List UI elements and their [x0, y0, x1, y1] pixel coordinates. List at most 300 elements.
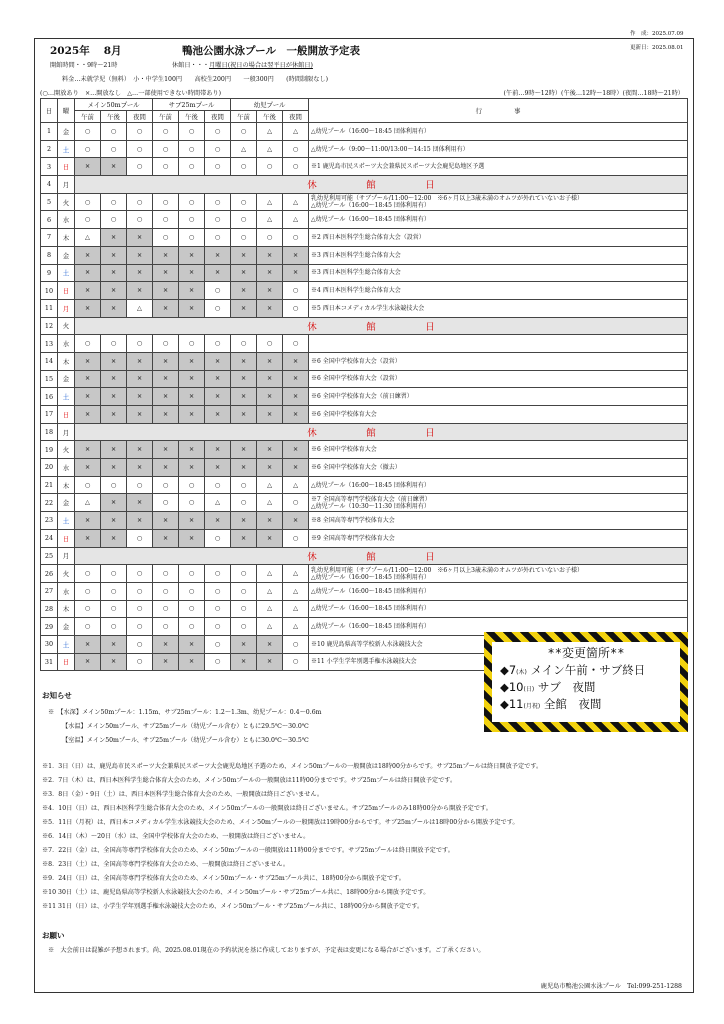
availability-cell: ○: [205, 565, 231, 583]
availability-cell: ○: [153, 123, 179, 141]
availability-cell: △: [257, 565, 283, 583]
availability-cell: ○: [179, 211, 205, 229]
availability-cell: ×: [231, 529, 257, 547]
availability-cell: △: [127, 299, 153, 317]
availability-cell: ×: [153, 635, 179, 653]
availability-cell: ×: [127, 441, 153, 459]
availability-cell: ×: [231, 406, 257, 424]
row-date: 13: [41, 335, 58, 353]
availability-cell: ○: [205, 653, 231, 671]
closed-day-row: 休 館 日: [75, 176, 688, 194]
header-pm: 午後: [257, 111, 283, 123]
row-date: 25: [41, 547, 58, 565]
closed-day-row: 休 館 日: [75, 547, 688, 565]
notice-room-temp: 【室温】メイン50mプール、サブ25mプール（幼児プール含む）ともに30.0℃～30.5℃: [62, 737, 309, 744]
row-dow: 金: [58, 494, 75, 512]
table-row: [41, 459, 688, 477]
availability-cell: ×: [231, 635, 257, 653]
availability-cell: ○: [153, 193, 179, 211]
table-row: [41, 299, 688, 317]
availability-cell: △: [283, 600, 309, 618]
row-dow: 土: [58, 388, 75, 406]
row-date: 23: [41, 512, 58, 530]
availability-cell: ×: [257, 264, 283, 282]
availability-cell: ×: [153, 653, 179, 671]
note-11: ※11 31日（日）は、小学生学年別選手権水泳競技大会のため、メイン50mプール・サブ25mプール共に、18時00分から開放予定です。: [42, 903, 424, 910]
row-dow: 日: [58, 529, 75, 547]
header-am: 午前: [153, 111, 179, 123]
row-date: 12: [41, 317, 58, 335]
availability-cell: ○: [257, 158, 283, 176]
header-am: 午前: [231, 111, 257, 123]
availability-cell: ×: [75, 388, 101, 406]
event-line: ※8 全国高等専門学校体育大会: [311, 516, 395, 524]
notice-heading: お知らせ: [42, 691, 72, 700]
change-dow: (日): [523, 686, 535, 693]
change-dow: (木): [516, 669, 527, 676]
availability-cell: ×: [127, 406, 153, 424]
availability-cell: ○: [101, 582, 127, 600]
event-line: △幼児プール（16:00～18:45 団体利用有）: [311, 623, 430, 631]
table-row: [41, 406, 688, 424]
availability-cell: ×: [101, 370, 127, 388]
table-row: [41, 140, 688, 158]
row-dow: 木: [58, 229, 75, 247]
availability-cell: ○: [101, 565, 127, 583]
availability-cell: ○: [205, 582, 231, 600]
availability-cell: ×: [127, 282, 153, 300]
availability-cell: ○: [231, 123, 257, 141]
row-date: 24: [41, 529, 58, 547]
event-line: ※6 全国中学校体育大会: [311, 446, 377, 454]
change-day: ◆10: [500, 680, 524, 694]
row-event: [309, 600, 688, 618]
availability-cell: ○: [179, 565, 205, 583]
availability-cell: ×: [179, 635, 205, 653]
availability-cell: ×: [205, 406, 231, 424]
availability-cell: ○: [153, 140, 179, 158]
row-dow: 金: [58, 370, 75, 388]
row-date: 6: [41, 211, 58, 229]
availability-cell: △: [283, 618, 309, 636]
availability-cell: ○: [101, 335, 127, 353]
row-event: [309, 582, 688, 600]
change-text: サブ 夜間: [534, 680, 596, 694]
availability-cell: ×: [153, 529, 179, 547]
event-line: ※1 鹿児島市民スポーツ大会兼県民スポーツ大会鹿児島地区予選: [311, 163, 485, 171]
row-date: 20: [41, 459, 58, 477]
availability-cell: ×: [101, 158, 127, 176]
note-10: ※10 30日（土）は、鹿児島県高等学校新人水泳競技大会のため、メイン50mプール・サブ25mプール共に、18時00分から開放予定です。: [42, 889, 430, 896]
availability-cell: ○: [205, 158, 231, 176]
availability-cell: ○: [205, 529, 231, 547]
row-dow: 金: [58, 246, 75, 264]
row-date: 9: [41, 264, 58, 282]
row-dow: 土: [58, 512, 75, 530]
availability-cell: ○: [205, 600, 231, 618]
table-row: [41, 529, 688, 547]
availability-cell: ○: [127, 653, 153, 671]
availability-cell: ×: [283, 370, 309, 388]
availability-cell: ×: [257, 352, 283, 370]
row-dow: 水: [58, 211, 75, 229]
availability-cell: ×: [257, 459, 283, 477]
availability-cell: ×: [127, 388, 153, 406]
availability-cell: ×: [153, 264, 179, 282]
table-row: [41, 264, 688, 282]
availability-cell: ×: [75, 370, 101, 388]
availability-cell: ×: [257, 299, 283, 317]
row-dow: 金: [58, 123, 75, 141]
availability-cell: ×: [75, 158, 101, 176]
row-event: [309, 246, 688, 264]
table-row: [41, 123, 688, 141]
note-2: ※2．7日（木）は、西日本医科学生総合体育大会のため、メイン50mプールの一般開放は11時00分までです。サブ25mプールは終日開放予定です。: [42, 777, 457, 784]
availability-cell: ○: [75, 600, 101, 618]
note-1: ※1．3日（日）は、鹿児島市民スポーツ大会兼県民スポーツ大会鹿児島地区予選のため、メイン50mプールの一般開放は18時00分からです。サブ25mプールは終日開放予定です。: [42, 763, 543, 770]
event-line: ※6 全国中学校体育大会: [311, 410, 377, 418]
row-event: [309, 140, 688, 158]
availability-cell: ×: [205, 459, 231, 477]
event-line: △幼児プール（9:00～11:00/13:00～14:15 団体利用有）: [311, 145, 469, 153]
availability-cell: ○: [127, 635, 153, 653]
availability-cell: ×: [179, 512, 205, 530]
availability-cell: ○: [179, 494, 205, 512]
availability-cell: ×: [153, 352, 179, 370]
row-dow: 火: [58, 317, 75, 335]
row-dow: 月: [58, 299, 75, 317]
availability-cell: ×: [205, 441, 231, 459]
availability-cell: ×: [257, 635, 283, 653]
availability-cell: ×: [153, 370, 179, 388]
table-row: [41, 476, 688, 494]
availability-cell: ○: [127, 123, 153, 141]
availability-cell: ×: [231, 441, 257, 459]
header-night: 夜間: [283, 111, 309, 123]
availability-cell: ○: [283, 282, 309, 300]
row-date: 27: [41, 582, 58, 600]
availability-cell: ×: [75, 299, 101, 317]
row-event: [309, 282, 688, 300]
availability-cell: ×: [153, 246, 179, 264]
availability-cell: ×: [179, 352, 205, 370]
row-date: 15: [41, 370, 58, 388]
availability-cell: ×: [101, 388, 127, 406]
availability-cell: ×: [231, 352, 257, 370]
availability-cell: ○: [153, 618, 179, 636]
availability-cell: ○: [283, 158, 309, 176]
event-line: △幼児プール（16:00～18:45 団体利用有）: [311, 587, 430, 595]
availability-cell: △: [283, 193, 309, 211]
request-text: ※ 大会前日は混雑が予想されます。尚、2025.08.01現在の予約状況を基に作成しておりますが、予定表は変更になる場合がございます。ご了承ください。: [48, 947, 485, 954]
change-day: ◆11: [500, 697, 524, 711]
row-event: [309, 565, 688, 583]
row-date: 1: [41, 123, 58, 141]
row-event: [309, 459, 688, 477]
availability-cell: ×: [179, 370, 205, 388]
closed-prefix: 休館日・・・: [172, 62, 210, 69]
availability-cell: ×: [75, 352, 101, 370]
created-date: 作 成：2025.07.09: [630, 31, 684, 37]
row-event: [309, 406, 688, 424]
table-row: [41, 600, 688, 618]
availability-cell: △: [257, 140, 283, 158]
event-line: ※5 西日本コメディカル学生水泳競技大会: [311, 304, 425, 312]
table-row: [41, 512, 688, 530]
availability-cell: ○: [231, 335, 257, 353]
table-row: [41, 211, 688, 229]
availability-cell: ○: [179, 335, 205, 353]
event-line: 乳幼児利用可能（サブプール/11:00～12:00 ※6ヶ月以上3歳未満のオムツが外れていないお子様）: [311, 195, 583, 203]
row-dow: 日: [58, 406, 75, 424]
availability-cell: △: [231, 140, 257, 158]
availability-cell: ×: [231, 370, 257, 388]
row-date: 16: [41, 388, 58, 406]
availability-cell: ×: [153, 512, 179, 530]
change-dow: (月祝): [523, 703, 541, 710]
availability-cell: ○: [101, 123, 127, 141]
change-item: [500, 663, 672, 680]
table-row: [41, 246, 688, 264]
table-row: [41, 370, 688, 388]
availability-cell: ○: [179, 618, 205, 636]
availability-cell: ○: [153, 600, 179, 618]
availability-cell: ×: [179, 441, 205, 459]
table-row: [41, 388, 688, 406]
availability-cell: ×: [179, 246, 205, 264]
availability-cell: ×: [75, 264, 101, 282]
table-row: [41, 582, 688, 600]
availability-cell: ×: [127, 370, 153, 388]
availability-cell: ×: [127, 459, 153, 477]
updated-date: 更新日：2025.08.01: [630, 45, 684, 51]
row-event: [309, 370, 688, 388]
availability-cell: ×: [153, 388, 179, 406]
availability-cell: ×: [231, 246, 257, 264]
availability-cell: ○: [205, 299, 231, 317]
availability-cell: ×: [75, 635, 101, 653]
availability-cell: ○: [283, 299, 309, 317]
event-line: ※6 全国中学校体育大会（撤去）: [311, 463, 401, 471]
availability-cell: ×: [231, 653, 257, 671]
availability-cell: ×: [153, 282, 179, 300]
availability-cell: ○: [101, 618, 127, 636]
availability-cell: ×: [179, 653, 205, 671]
availability-cell: ○: [231, 211, 257, 229]
row-date: 14: [41, 352, 58, 370]
header-pm: 午後: [179, 111, 205, 123]
availability-cell: ×: [101, 264, 127, 282]
availability-cell: △: [257, 211, 283, 229]
availability-cell: ×: [127, 494, 153, 512]
availability-cell: ○: [75, 211, 101, 229]
row-event: [309, 264, 688, 282]
availability-cell: △: [257, 123, 283, 141]
header-night: 夜間: [205, 111, 231, 123]
row-dow: 土: [58, 635, 75, 653]
availability-cell: △: [257, 476, 283, 494]
availability-cell: ○: [231, 476, 257, 494]
availability-cell: ×: [231, 299, 257, 317]
schedule-table: [40, 98, 688, 671]
row-dow: 火: [58, 441, 75, 459]
availability-cell: ×: [127, 264, 153, 282]
row-dow: 金: [58, 618, 75, 636]
availability-cell: ×: [101, 246, 127, 264]
availability-cell: ○: [101, 140, 127, 158]
availability-cell: ×: [283, 246, 309, 264]
availability-cell: ×: [101, 352, 127, 370]
closed-day-row: 休 館 日: [75, 317, 688, 335]
availability-cell: ○: [283, 635, 309, 653]
header-dow: 曜: [58, 99, 75, 123]
row-event: [309, 211, 688, 229]
availability-cell: ○: [179, 229, 205, 247]
availability-cell: ×: [205, 370, 231, 388]
availability-cell: △: [205, 494, 231, 512]
availability-cell: ×: [179, 529, 205, 547]
footer-contact: 鹿児島市鴨池公園水泳プール Tel:099-251-1288: [540, 983, 682, 990]
row-dow: 火: [58, 565, 75, 583]
row-date: 2: [41, 140, 58, 158]
row-date: 3: [41, 158, 58, 176]
closed-day-text: 月曜日: [209, 62, 228, 69]
row-date: 19: [41, 441, 58, 459]
opening-hours: 開館時間・・9時～21時: [50, 62, 118, 69]
availability-cell: △: [283, 476, 309, 494]
availability-cell: ×: [101, 459, 127, 477]
row-dow: 月: [58, 176, 75, 194]
row-dow: 木: [58, 352, 75, 370]
table-row: [41, 547, 688, 565]
availability-cell: ×: [75, 653, 101, 671]
note-3: ※3．8日（金）・9日（土）は、西日本医科学生総合体育大会のため、一般開放は終日ございません。: [42, 791, 324, 798]
availability-cell: ○: [153, 335, 179, 353]
row-dow: 土: [58, 264, 75, 282]
availability-cell: ×: [257, 388, 283, 406]
availability-cell: ×: [257, 653, 283, 671]
availability-cell: ×: [283, 388, 309, 406]
availability-cell: ×: [127, 229, 153, 247]
table-row: [41, 423, 688, 441]
availability-cell: ○: [205, 193, 231, 211]
availability-cell: ×: [179, 406, 205, 424]
availability-cell: ○: [153, 211, 179, 229]
closed-day-note: (祝日の場合は翌平日が休館日): [227, 62, 313, 69]
availability-cell: ○: [283, 529, 309, 547]
availability-cell: ○: [205, 229, 231, 247]
availability-cell: ○: [179, 476, 205, 494]
availability-cell: ○: [101, 476, 127, 494]
note-5: ※5．11日（月祝）は、西日本コメディカル学生水泳競技大会のため、メイン50mプールの一般開放は19時00分からです。サブ25mプールは18時00分から開放予定です。: [42, 819, 519, 826]
availability-cell: ○: [205, 123, 231, 141]
row-dow: 月: [58, 547, 75, 565]
change-day: ◆7: [500, 663, 517, 677]
availability-cell: ×: [101, 406, 127, 424]
availability-cell: ○: [75, 335, 101, 353]
row-date: 18: [41, 423, 58, 441]
availability-cell: △: [257, 618, 283, 636]
event-line: ※11 小学生学年別選手権水泳競技大会: [311, 658, 417, 666]
row-event: [309, 158, 688, 176]
availability-cell: ○: [205, 140, 231, 158]
event-line: △幼児プール（16:00～18:45 団体利用有）: [311, 127, 430, 135]
availability-cell: ○: [101, 600, 127, 618]
availability-cell: ○: [283, 229, 309, 247]
closed-day-info: [172, 60, 313, 69]
row-event: [309, 529, 688, 547]
row-dow: 水: [58, 335, 75, 353]
availability-cell: ○: [153, 158, 179, 176]
availability-cell: ○: [101, 193, 127, 211]
row-dow: 土: [58, 140, 75, 158]
availability-cell: △: [75, 229, 101, 247]
availability-cell: ×: [153, 299, 179, 317]
row-event: [309, 335, 688, 353]
table-row: [41, 352, 688, 370]
title-month: 8月: [103, 45, 122, 57]
availability-cell: ×: [101, 282, 127, 300]
availability-cell: ×: [127, 352, 153, 370]
notice-water-temp: 【水温】メイン50mプール、サブ25mプール（幼児プール含む）ともに29.5℃～30.0℃: [62, 723, 309, 730]
availability-cell: ×: [179, 299, 205, 317]
availability-cell: ×: [179, 459, 205, 477]
row-dow: 木: [58, 600, 75, 618]
availability-cell: △: [75, 494, 101, 512]
availability-cell: ×: [101, 653, 127, 671]
availability-cell: ×: [257, 512, 283, 530]
availability-cell: △: [283, 582, 309, 600]
availability-cell: ×: [153, 459, 179, 477]
change-item: [500, 697, 672, 714]
event-line: △幼児プール（16:00～18:45 団体利用有）: [311, 481, 430, 489]
event-line: ※4 西日本医科学生総合体育大会: [311, 287, 401, 295]
note-6: ※6．14日（木）～20日（水）は、全国中学校体育大会のため、一般開放は終日ございません。: [42, 833, 310, 840]
availability-cell: ○: [231, 193, 257, 211]
availability-cell: ×: [101, 441, 127, 459]
row-date: 26: [41, 565, 58, 583]
availability-cell: ○: [205, 476, 231, 494]
availability-cell: ○: [231, 618, 257, 636]
availability-cell: ○: [179, 123, 205, 141]
table-row: [41, 565, 688, 583]
availability-cell: ○: [127, 582, 153, 600]
availability-cell: ○: [231, 158, 257, 176]
availability-cell: ○: [75, 123, 101, 141]
availability-cell: ○: [205, 282, 231, 300]
availability-cell: ×: [205, 264, 231, 282]
row-event: [309, 123, 688, 141]
availability-cell: ×: [75, 459, 101, 477]
availability-cell: ○: [179, 193, 205, 211]
availability-cell: ×: [179, 264, 205, 282]
availability-cell: ○: [127, 140, 153, 158]
availability-cell: ×: [75, 512, 101, 530]
row-date: 4: [41, 176, 58, 194]
header-main-pool: メイン50mプール: [75, 99, 153, 111]
availability-cell: △: [283, 123, 309, 141]
availability-cell: ×: [101, 494, 127, 512]
availability-cell: ×: [205, 352, 231, 370]
header-events: 行 事: [309, 99, 688, 123]
row-event: [309, 352, 688, 370]
event-line: ※3 西日本医科学生総合体育大会: [311, 251, 401, 259]
event-line: ※10 鹿児島県高等学校新人水泳競技大会: [311, 640, 423, 648]
availability-cell: ○: [75, 618, 101, 636]
availability-cell: ○: [283, 140, 309, 158]
availability-cell: ×: [205, 512, 231, 530]
availability-cell: ○: [231, 565, 257, 583]
